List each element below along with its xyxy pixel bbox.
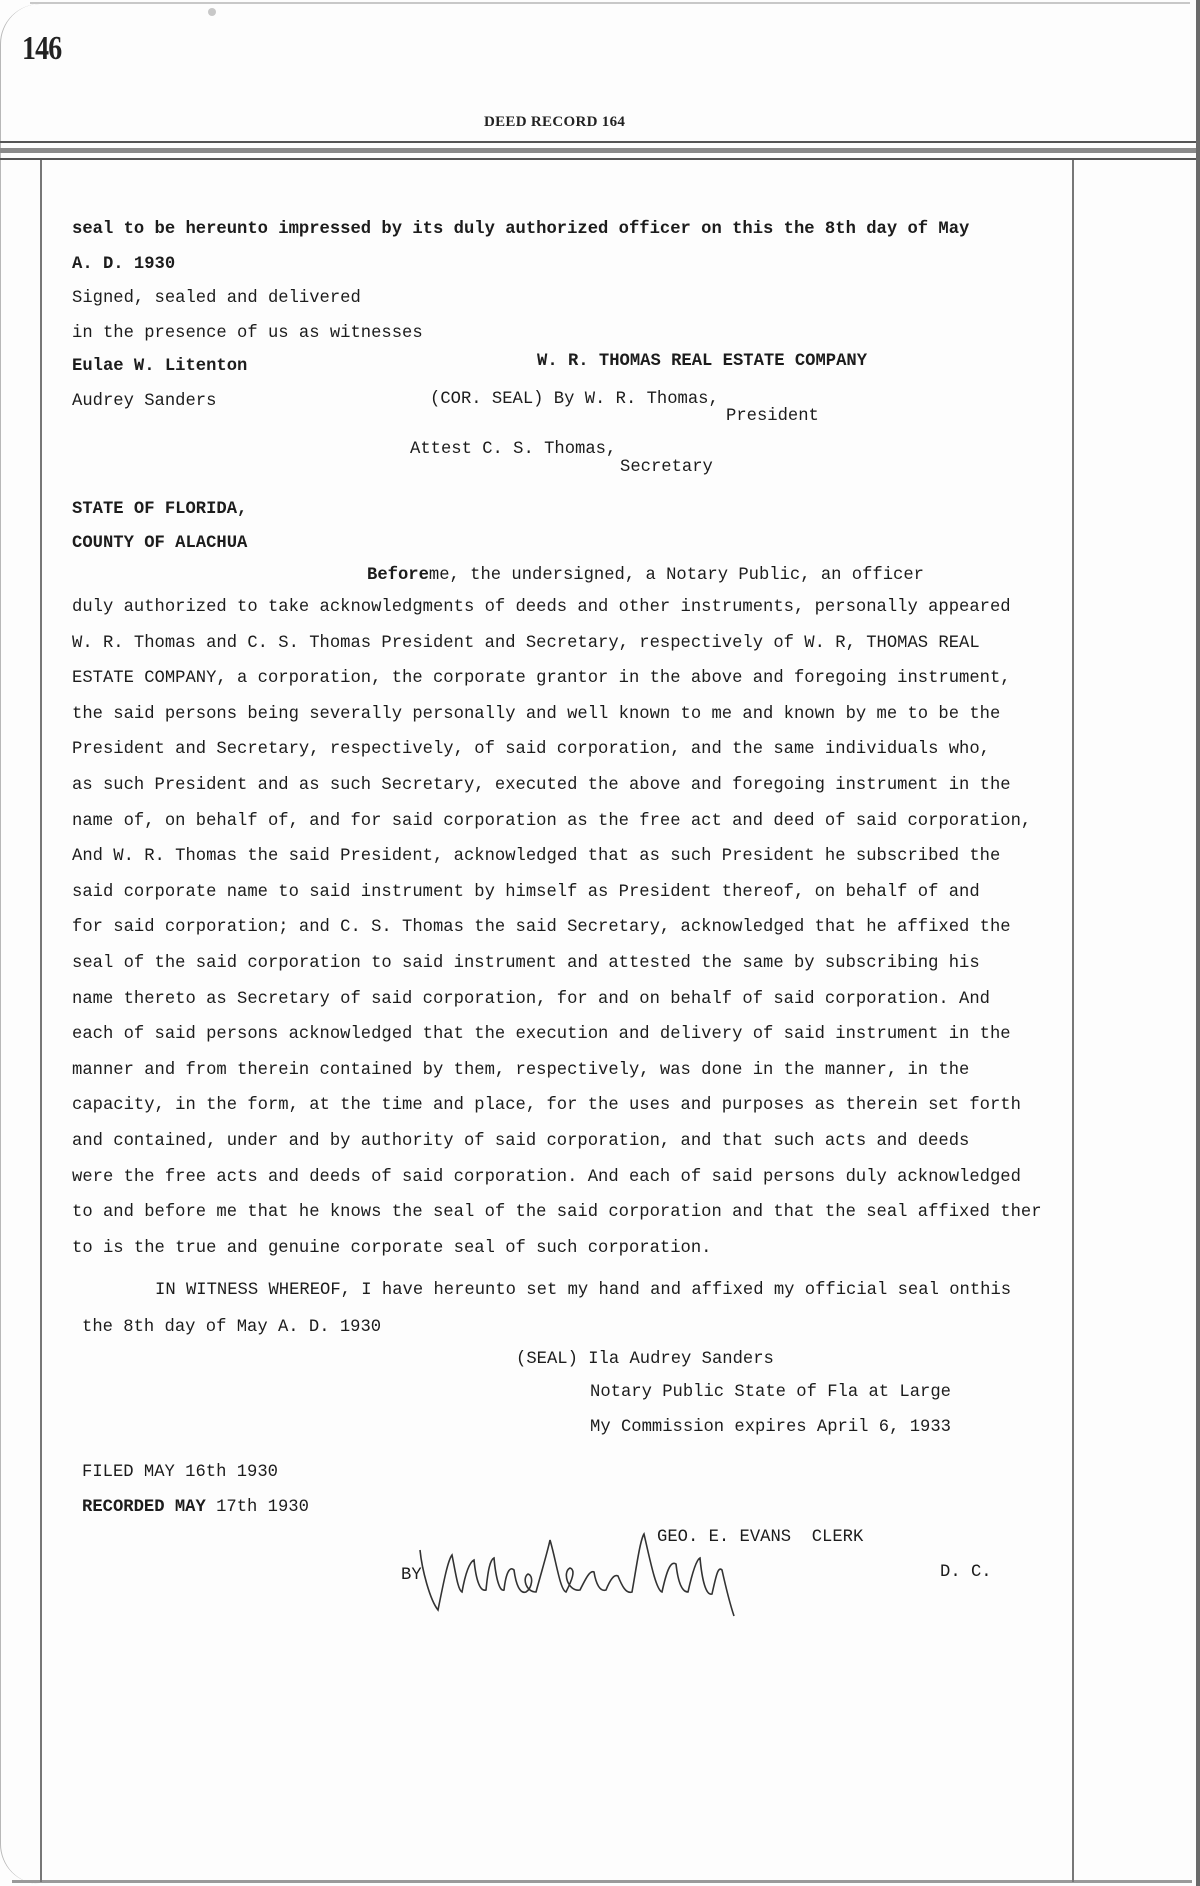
signature-stroke <box>420 1534 734 1616</box>
acknowledgment-line: to and before me that he knows the seal of the said corporation and that the seal affixed ther <box>72 1203 1042 1223</box>
notary-title: Notary Public State of Fla at Large <box>590 1383 951 1402</box>
recorded-rest: 17th 1930 <box>205 1498 309 1517</box>
opening-line: in the presence of us as witnesses <box>72 324 423 343</box>
acknowledgment-line: seal of the said corporation to said instrument and attested the same by subscribing his <box>72 954 980 973</box>
acknowledgment-line: and contained, under and by authority of said corporation, and that such acts and deeds <box>72 1132 970 1151</box>
header-rule-top <box>0 141 1196 143</box>
running-head: DEED RECORD 164 <box>484 114 626 130</box>
notary-commission: My Commission expires April 6, 1933 <box>590 1418 951 1437</box>
opening-line: seal to be hereunto impressed by its duly authorized officer on this the 8th day of May <box>72 220 970 239</box>
acknowledgment-line: as such President and as such Secretary, executed the above and foregoing instrument in the <box>72 776 1011 795</box>
recorded-label: RECORDED MAY <box>82 1498 206 1517</box>
right-margin-rule <box>1072 160 1074 1882</box>
acknowledgment-line: each of said persons acknowledged that the execution and delivery of said instrument in the <box>72 1025 1011 1045</box>
clerk-name: GEO. E. EVANS CLERK <box>657 1528 864 1547</box>
grantor-company: W. R. THOMAS REAL ESTATE COMPANY <box>537 352 868 371</box>
acknowledgment-line: capacity, in the form, at the time and place, for the uses and purposes as therein set forth <box>72 1096 1021 1116</box>
header-rule-bottom <box>0 158 1196 160</box>
witness-clause: IN WITNESS WHEREOF, I have hereunto set my hand and affixed my official seal onthis <box>155 1281 1012 1300</box>
page-number: 146 <box>22 30 62 67</box>
acknowledgment-line: were the free acts and deeds of said corporation. And each of said persons duly acknowledged <box>72 1167 1021 1187</box>
notary-seal-line: (SEAL) Ila Audrey Sanders <box>516 1350 774 1369</box>
paper-speck <box>208 8 216 16</box>
page-bottom-edge <box>12 1880 1192 1883</box>
grantor-by-title: President <box>726 407 819 426</box>
acknowledgment-line: the said persons being severally personally and well known to me and known by me to be the <box>72 704 1001 724</box>
intro-bold: Before <box>367 566 429 585</box>
acknowledgment-line: name of, on behalf of, and for said corporation as the free act and deed of said corporation, <box>72 811 1032 831</box>
header-rule-thick <box>0 148 1196 153</box>
opening-line: Signed, sealed and delivered <box>72 289 361 308</box>
opening-line: A. D. 1930 <box>72 255 176 274</box>
acknowledgment-line: President and Secretary, respectively, of said corporation, and the same individuals who, <box>72 740 990 760</box>
acknowledgment-line: for said corporation; and C. S. Thomas the said Secretary, acknowledged that he affixed the <box>72 918 1011 938</box>
acknowledgment-line: duly authorized to take acknowledgments of deeds and other instruments, personally appeared <box>72 598 1011 617</box>
acknowledgment-line: name thereto as Secretary of said corporation, for and on behalf of said corporation. And <box>72 989 990 1009</box>
witness-date: the 8th day of May A. D. 1930 <box>82 1318 382 1337</box>
grantor-attest-line: Attest C. S. Thomas, <box>410 440 617 459</box>
grantor-by-line: (COR. SEAL) By W. R. Thomas, <box>430 390 719 409</box>
venue-state: STATE OF FLORIDA, <box>72 500 248 519</box>
recorded-date <box>82 1498 309 1518</box>
filed-date: FILED MAY 16th 1930 <box>82 1463 278 1482</box>
acknowledgment-line: said corporate name to said instrument by himself as President thereof, on behalf of and <box>72 882 980 902</box>
witness-name: Audrey Sanders <box>72 392 217 411</box>
acknowledgment-line: And W. R. Thomas the said President, acknowledged that as such President he subscribed the <box>72 847 1001 867</box>
deputy-clerk-signature <box>400 1530 760 1620</box>
page-top-edge <box>30 2 1190 4</box>
acknowledgment-intro <box>367 566 924 586</box>
intro-rest: me, the undersigned, a Notary Public, an officer <box>428 566 924 585</box>
page-left-curl <box>0 4 40 1884</box>
grantor-attest-title: Secretary <box>620 458 713 477</box>
witness-name: Eulae W. Litenton <box>72 357 248 376</box>
acknowledgment-line: ESTATE COMPANY, a corporation, the corporate grantor in the above and foregoing instrument, <box>72 669 1011 689</box>
acknowledgment-line: manner and from therein contained by them, respectively, was done in the manner, in the <box>72 1060 970 1080</box>
acknowledgment-line: to is the true and genuine corporate seal of such corporation. <box>72 1238 712 1258</box>
page-right-edge <box>1196 0 1200 1886</box>
left-margin-rule <box>40 160 42 1882</box>
acknowledgment-line: W. R. Thomas and C. S. Thomas President and Secretary, respectively of W. R, THOMAS REAL <box>72 633 980 653</box>
deputy-clerk-suffix: D. C. <box>940 1563 992 1582</box>
by-label: BY <box>401 1566 422 1585</box>
venue-county: COUNTY OF ALACHUA <box>72 534 248 553</box>
